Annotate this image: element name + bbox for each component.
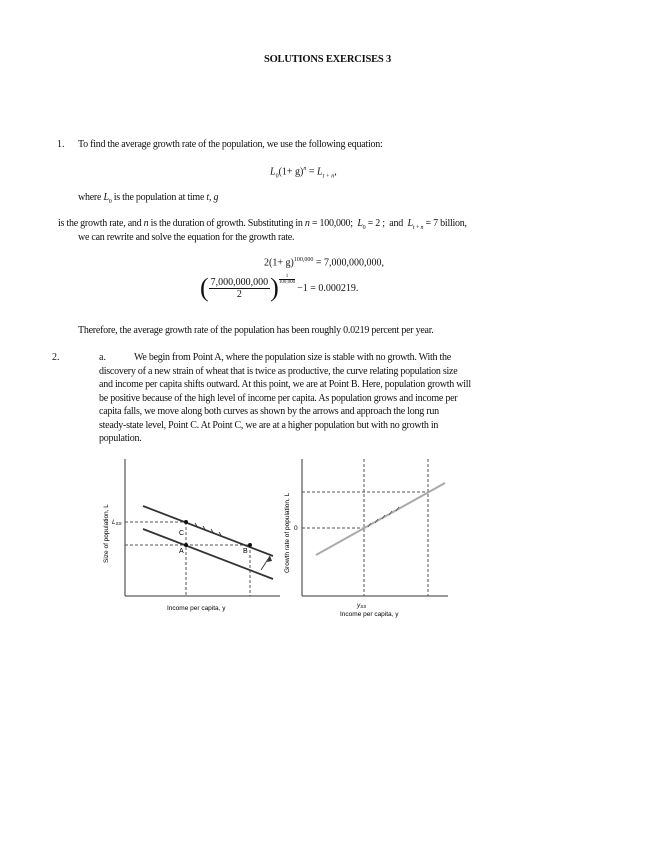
question-2-number: 2. — [52, 352, 60, 363]
point-c-marker — [184, 520, 188, 524]
where-t: t — [206, 192, 209, 203]
question-1-intro: To find the average growth rate of the population, we use the following equation: — [78, 139, 383, 150]
line2-lt-sub: t + n — [412, 225, 424, 231]
question-1-where — [78, 191, 218, 210]
line2-lt: L — [407, 218, 413, 229]
q2-line-6: steady-state level, Point C. At Point C, we are at a higher population but with no growth in — [99, 419, 439, 431]
line2-l0-val: = 2 ; — [365, 218, 385, 229]
right-y-label: Growth rate of population, L — [284, 492, 291, 573]
eq1-eq: = — [306, 166, 318, 178]
point-a-marker — [184, 543, 188, 547]
line2-b: is the duration of growth. Substituting in — [148, 218, 305, 229]
eq2-rhs: = 7,000,000,000, — [313, 257, 384, 269]
question-2-part: a. — [99, 352, 106, 363]
point-c-label: C — [179, 530, 185, 537]
line2-l0-sub: 0 — [362, 225, 366, 231]
question-1-conclusion: Therefore, the average growth rate of the population has been roughly 0.0219 percent per year. — [78, 325, 434, 336]
line2-l0: L — [357, 218, 363, 229]
figure-population-size — [95, 455, 285, 620]
eq3-num: 7,000,000,000 — [210, 276, 269, 288]
old-curve — [143, 529, 273, 579]
line2-a: is the growth rate, and — [58, 218, 144, 229]
q2-line-7: population. — [99, 433, 142, 444]
equation-1 — [270, 166, 337, 179]
where-l: L — [103, 192, 109, 203]
eq1-rhs-sub: t + n — [322, 173, 335, 180]
q2-line-2: discovery of a new strain of wheat that is twice as productive, the curve relating population size — [99, 365, 458, 377]
shift-arrow — [261, 556, 270, 570]
where-g: g — [213, 192, 219, 203]
left-y-label: Size of population, L — [103, 504, 110, 563]
eq1-comma: , — [334, 166, 337, 178]
line2-and: and — [389, 218, 403, 229]
where-a: where — [78, 192, 104, 203]
q2-line-4: be positive because of the high level of income per capita. As population grows and income per — [99, 392, 458, 404]
where-c: , — [208, 192, 214, 203]
q2-line-3: and income per capita shifts outward. At this point, we are at Point B. Here, population growth will — [99, 379, 471, 390]
equation-2 — [264, 257, 384, 268]
line2-n: n — [143, 218, 149, 229]
point-b-label: B — [243, 548, 248, 555]
eq3-exp-num: 1 — [279, 274, 295, 280]
eq3-fraction — [209, 277, 271, 300]
growth-curve — [316, 483, 445, 555]
q2-line-5: capita falls, we move along both curves as shown by the arrows and approach the long run — [99, 406, 439, 417]
line2-billion: billion, — [440, 218, 467, 229]
eq1-mid: (1+ g) — [278, 166, 304, 178]
eq3-rhs: −1 = 0.000219. — [297, 282, 359, 294]
eq1-exp: n — [303, 166, 307, 172]
line2-n2: n — [304, 218, 310, 229]
question-1-line3: we can rewrite and solve the equation for the growth rate. — [78, 232, 295, 243]
page-title: SOLUTIONS EXERCISES 3 — [263, 54, 392, 65]
left-x-label: Income per capita, y — [167, 605, 226, 612]
point-b-marker — [248, 543, 252, 547]
yss-tick-label: ySS — [357, 602, 367, 609]
eq3-den: 2 — [236, 288, 242, 300]
figure-population-growth — [280, 455, 450, 625]
eq2-exp: 100,000 — [293, 257, 314, 263]
equation-3: ( $\frac{7,000,000,000}{2}$ ) $\frac{1}{100,000}$ −1 = 0.000219. — [200, 273, 359, 302]
zero-tick-label: 0 — [294, 525, 298, 532]
point-a-label: A — [179, 548, 184, 555]
q2-line-1: We begin from Point A, where the population size is stable with no growth. With the — [134, 352, 451, 363]
new-curve — [143, 506, 273, 556]
eq2-base: 2(1+ g) — [264, 257, 294, 269]
line2-lt-val: = 7 — [423, 218, 438, 229]
eq3-exp-den: 100,000 — [278, 279, 296, 285]
eq1-l0: L — [270, 166, 276, 178]
lss-tick-label: LSS — [112, 519, 122, 526]
eq1-rhs: L — [317, 166, 323, 178]
where-sub: 0 — [108, 199, 112, 205]
where-b: is the population at time — [111, 192, 207, 203]
eq3-exponent — [279, 274, 295, 285]
eq1-l0-sub: 0 — [275, 173, 279, 180]
right-x-label: Income per capita, y — [340, 611, 399, 618]
question-1-number: 1. — [57, 139, 65, 150]
line2-c: = 100,000; — [309, 218, 353, 229]
